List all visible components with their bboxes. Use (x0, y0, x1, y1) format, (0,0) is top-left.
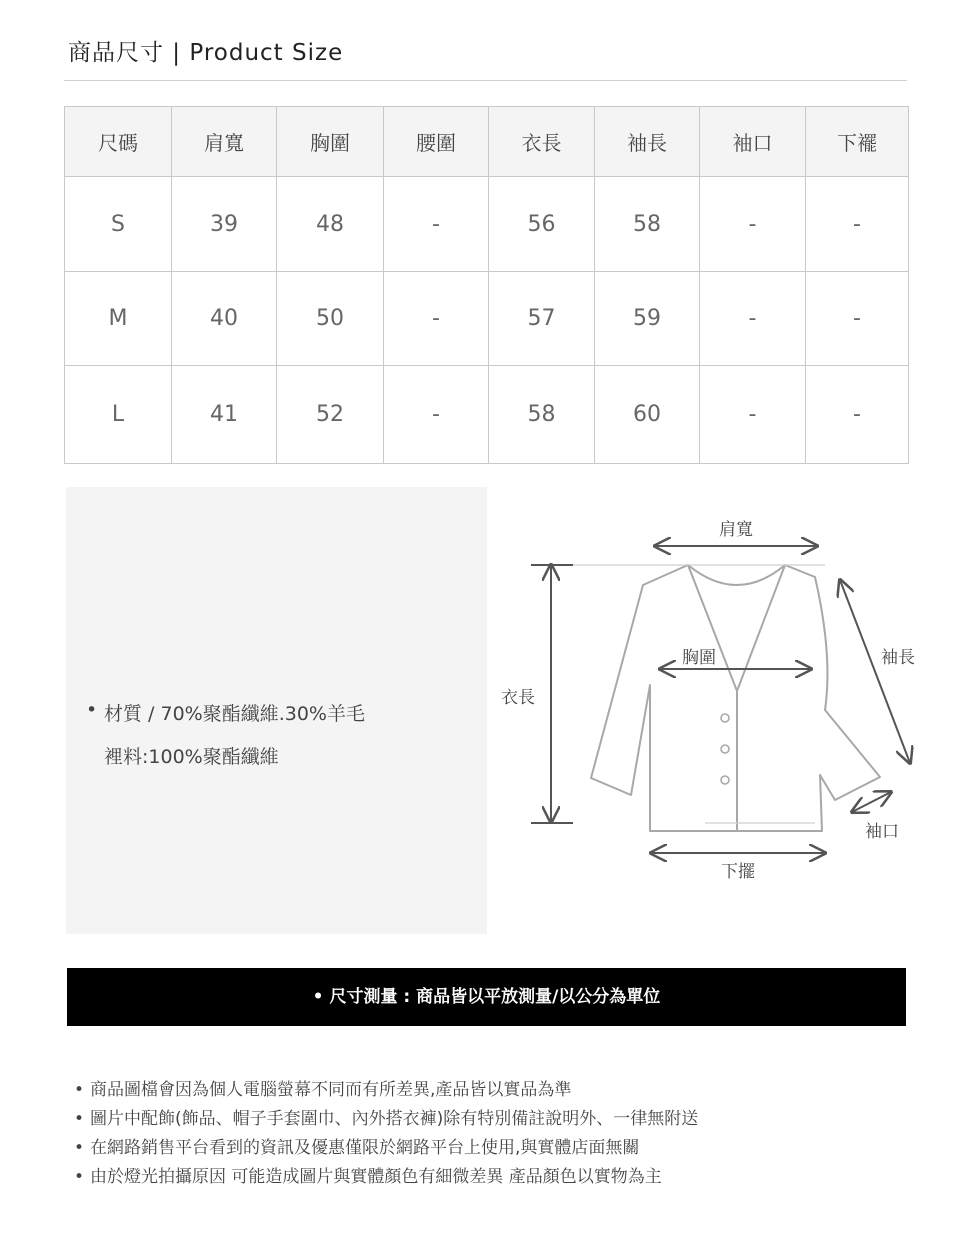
table-cell: S (65, 177, 172, 272)
material-bullet: • (86, 699, 98, 721)
notes-list (74, 1076, 698, 1192)
table-cell: 58 (595, 177, 700, 272)
table-cell: 52 (277, 366, 384, 464)
list-item (74, 1076, 698, 1105)
table-row (65, 177, 909, 272)
table-cell: - (384, 272, 489, 366)
note-bullet: • (74, 1080, 85, 1100)
note-text: 商品圖檔會因為個人電腦螢幕不同而有所差異,產品皆以實品為準 (90, 1080, 572, 1100)
shoulder-label: 肩寬 (719, 520, 753, 540)
body-length-label: 衣長 (501, 688, 535, 708)
table-cell: - (700, 177, 806, 272)
table-cell: 48 (277, 177, 384, 272)
column-header: 肩寬 (172, 107, 277, 177)
table-cell: 57 (489, 272, 595, 366)
size-table (64, 106, 909, 464)
list-item (74, 1105, 698, 1134)
table-row (65, 366, 909, 464)
table-row (65, 272, 909, 366)
note-text: 圖片中配飾(飾品、帽子手套圍巾、內外搭衣褲)除有特別備註說明外、一律無附送 (90, 1109, 699, 1129)
table-cell: - (384, 366, 489, 464)
cardigan-outline (591, 565, 880, 831)
sleeve-length-arrow (840, 580, 910, 763)
table-cell: M (65, 272, 172, 366)
cuff-arrow (852, 792, 891, 812)
measurement-diagram (495, 505, 935, 900)
sleeve-length-label: 袖長 (881, 648, 915, 668)
measurement-notice: • 尺寸測量 : 商品皆以平放測量/以公分為單位 (67, 968, 906, 1026)
table-cell: 39 (172, 177, 277, 272)
note-text: 在網路銷售平台看到的資訊及優惠僅限於網路平台上使用,與實體店面無關 (90, 1138, 640, 1158)
table-header-row (65, 107, 909, 177)
hem-label: 下擺 (721, 862, 755, 882)
lining-composition: 裡料:100%聚酯纖維 (104, 746, 279, 768)
list-item (74, 1163, 698, 1192)
cuff-label: 袖口 (865, 822, 899, 842)
note-text: 由於燈光拍攝原因 可能造成圖片與實體顏色有細微差異 產品顏色以實物為主 (90, 1167, 662, 1187)
note-bullet: • (74, 1138, 85, 1158)
table-cell: 50 (277, 272, 384, 366)
chest-label: 胸圍 (682, 648, 716, 668)
table-cell: - (806, 272, 909, 366)
table-cell: - (700, 272, 806, 366)
material-panel (66, 487, 487, 934)
note-bullet: • (74, 1167, 85, 1187)
title-divider (64, 80, 907, 81)
table-cell: - (700, 366, 806, 464)
note-bullet: • (74, 1109, 85, 1129)
column-header: 腰圍 (384, 107, 489, 177)
column-header: 尺碼 (65, 107, 172, 177)
column-header: 袖長 (595, 107, 700, 177)
table-cell: 58 (489, 366, 595, 464)
column-header: 胸圍 (277, 107, 384, 177)
column-header: 下襬 (806, 107, 909, 177)
material-composition: 材質 / 70%聚酯纖維.30%羊毛 (104, 703, 365, 725)
table-cell: - (384, 177, 489, 272)
table-cell: 56 (489, 177, 595, 272)
column-header: 袖口 (700, 107, 806, 177)
list-item (74, 1134, 698, 1163)
column-header: 衣長 (489, 107, 595, 177)
table-cell: 60 (595, 366, 700, 464)
table-cell: - (806, 366, 909, 464)
table-cell: 40 (172, 272, 277, 366)
table-cell: 41 (172, 366, 277, 464)
table-cell: 59 (595, 272, 700, 366)
table-cell: L (65, 366, 172, 464)
button-icons (721, 714, 729, 784)
table-cell: - (806, 177, 909, 272)
page-title: 商品尺寸 | Product Size (68, 40, 344, 66)
